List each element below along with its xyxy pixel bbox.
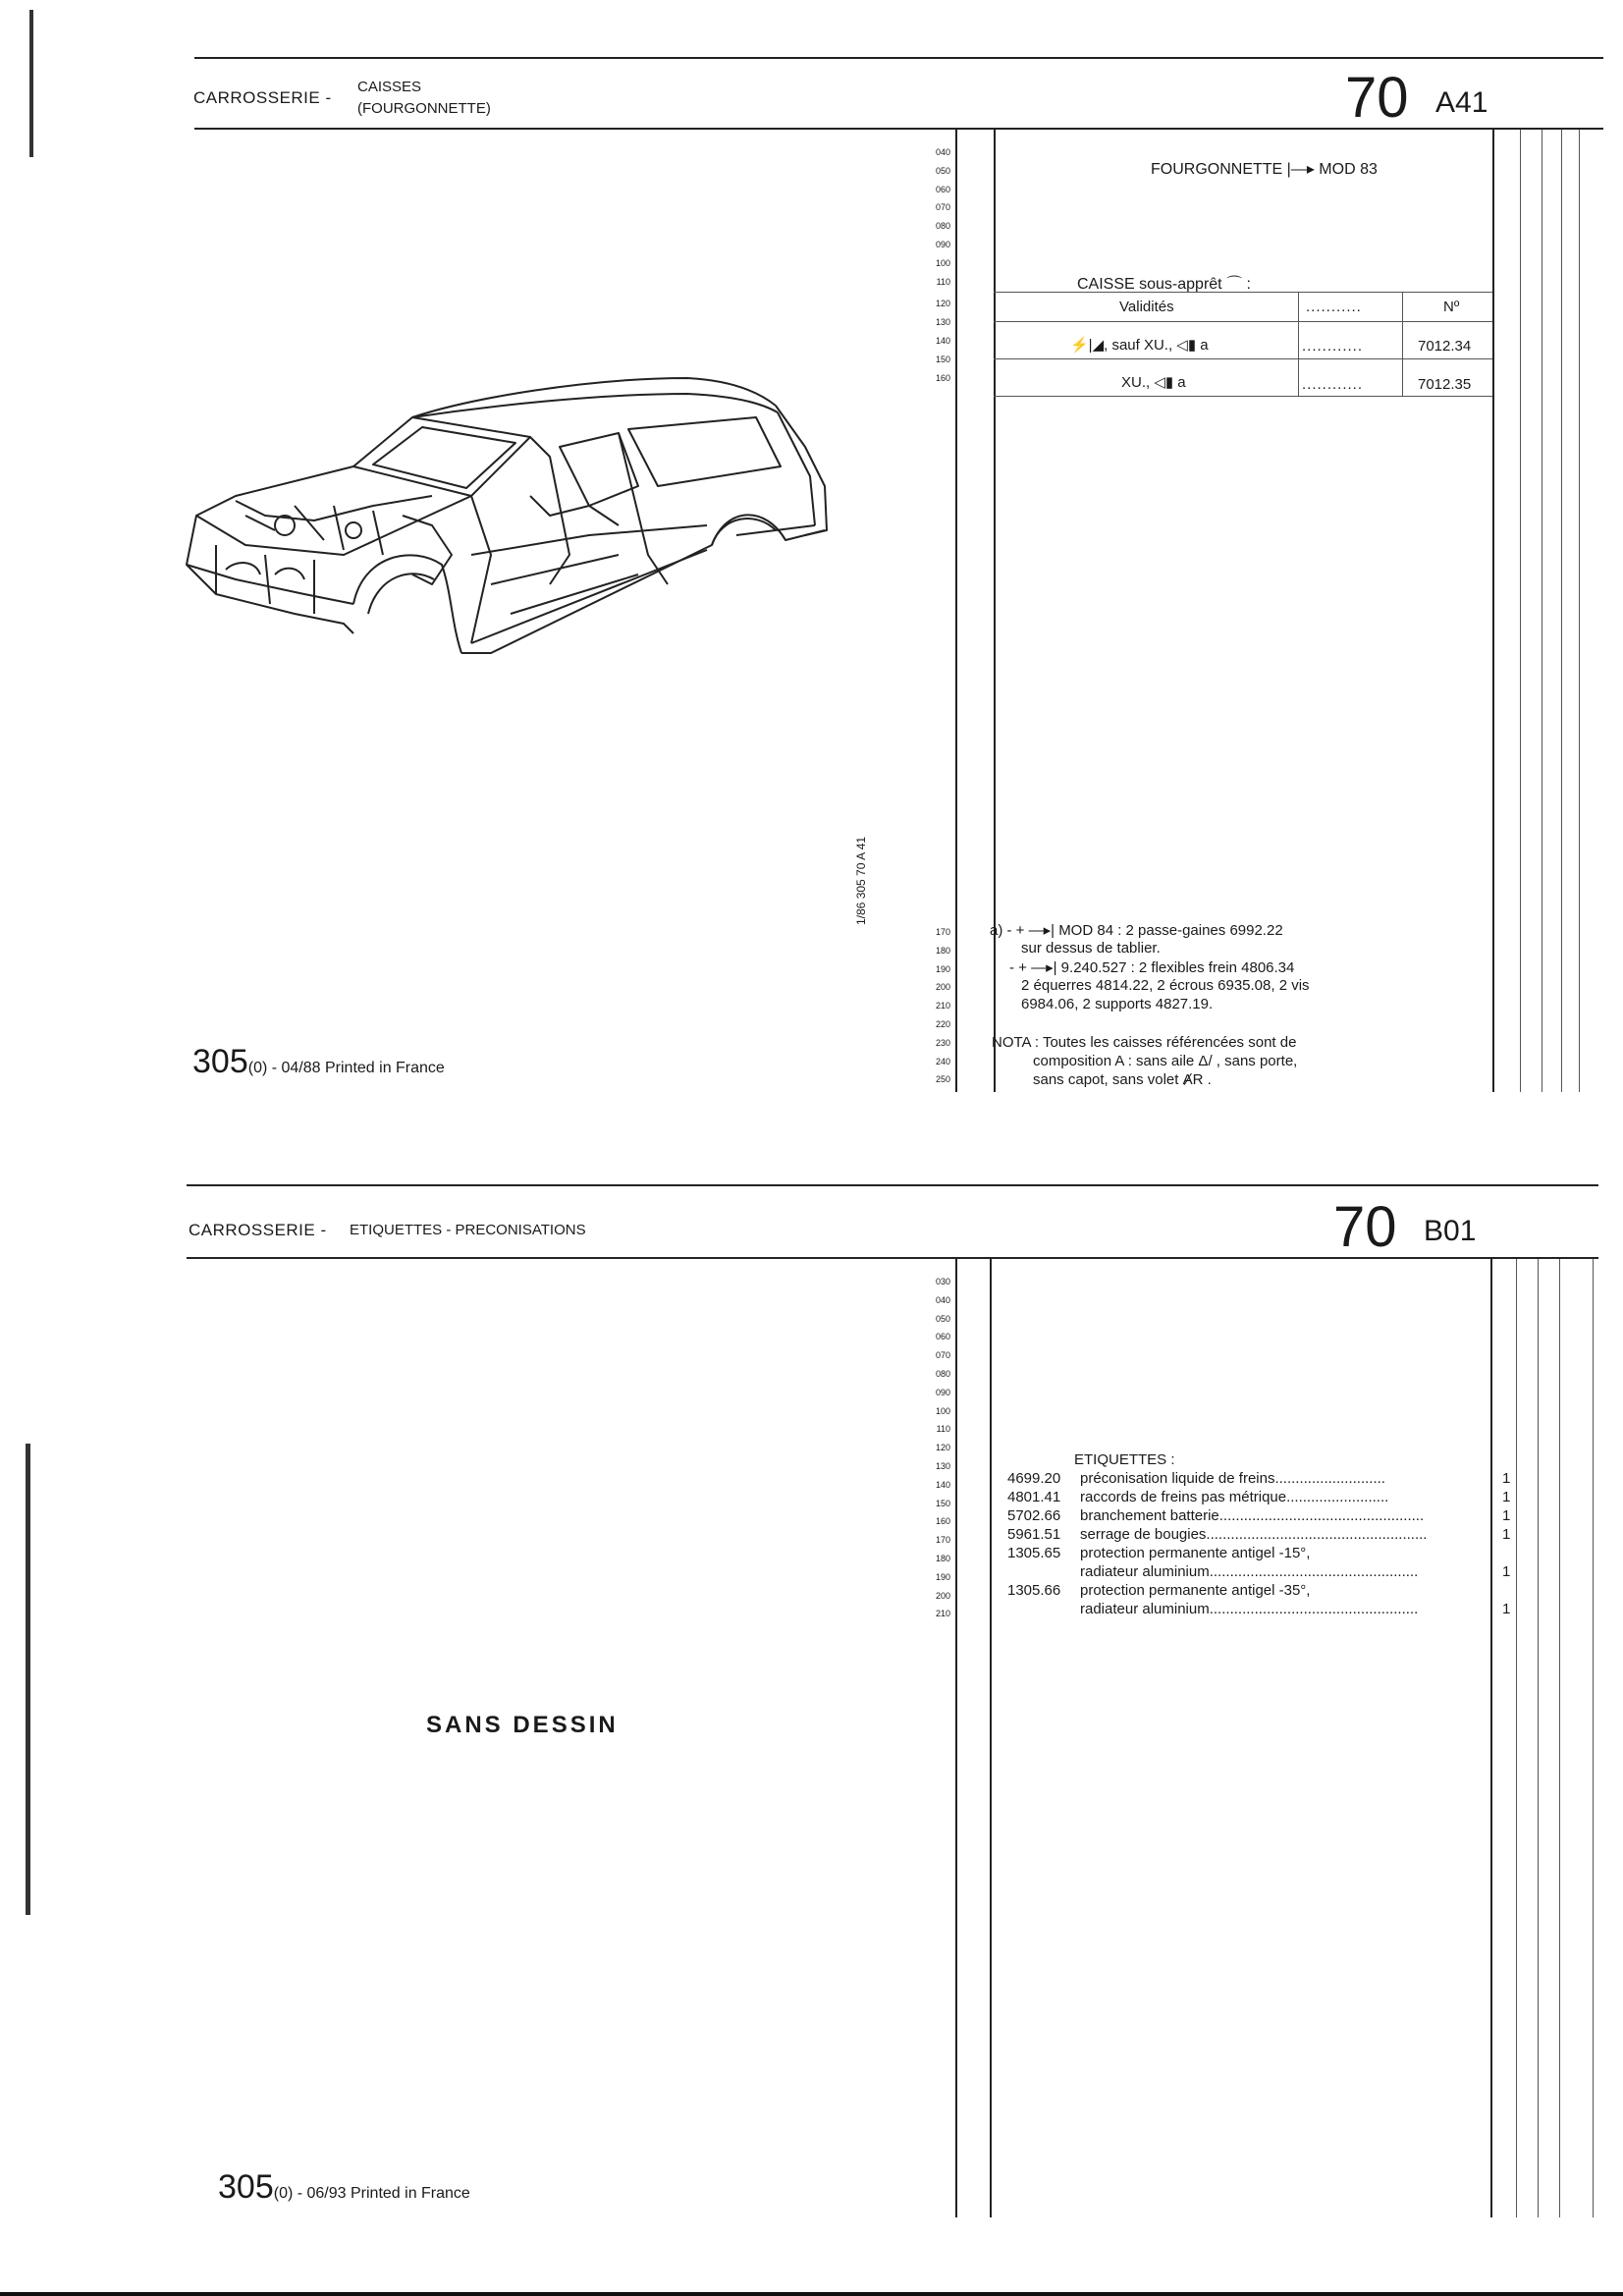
top-footer <box>192 1043 445 1081</box>
item-ref: 1305.65 <box>1007 1545 1061 1561</box>
no-drawing-label: SANS DESSIN <box>426 1712 619 1738</box>
side-reference: 1/86 305 70 A 41 <box>854 836 868 925</box>
etiquettes-list <box>1001 1470 1522 1619</box>
bottom-line-numbers <box>911 1273 950 1623</box>
scan-edge-mark <box>29 10 33 157</box>
line-number: 090 <box>935 239 950 249</box>
line-number: 220 <box>935 1018 950 1029</box>
item-ref: 4699.20 <box>1007 1470 1061 1487</box>
bottom-header-rule <box>187 1257 1598 1259</box>
item-ref: 5961.51 <box>1007 1526 1061 1543</box>
bottom-footer <box>218 2168 470 2207</box>
note-a-line4: 2 équerres 4814.22, 2 écrous 6935.08, 2 vis <box>1021 977 1310 994</box>
table-col-line-2 <box>1402 292 1403 396</box>
line-number: 200 <box>935 1590 950 1601</box>
item-qty: 1 <box>1502 1507 1511 1524</box>
line-number: 170 <box>935 1535 950 1546</box>
table-row-validity: ⚡|◢, sauf XU., ◁▮ a <box>1070 337 1209 354</box>
line-number: 130 <box>935 1460 950 1471</box>
bottom-col-divider-3 <box>1490 1259 1492 2217</box>
line-number: 040 <box>935 147 950 157</box>
fourgonnette-title: FOURGONNETTE |—▸ MOD 83 <box>1151 161 1378 178</box>
line-number: 120 <box>935 299 950 309</box>
top-page-number: 70 <box>1345 66 1409 130</box>
line-number: 070 <box>935 202 950 213</box>
line-number: 050 <box>935 165 950 176</box>
line-number: 080 <box>935 1368 950 1379</box>
bottom-col-divider-1 <box>955 1259 957 2217</box>
nota-line2: composition A : sans aile Δ/ , sans porte, <box>1033 1053 1298 1069</box>
list-item <box>1001 1563 1522 1582</box>
list-item <box>1001 1507 1522 1526</box>
item-desc: raccords de freins pas métrique......................... <box>1080 1489 1389 1505</box>
line-number: 110 <box>936 276 950 287</box>
nota-line3: sans capot, sans volet ȺR . <box>1033 1071 1212 1088</box>
bottom-col-divider-6 <box>1559 1259 1560 2217</box>
line-number: 200 <box>935 982 950 993</box>
line-number: 110 <box>936 1424 950 1435</box>
nota-line1: NOTA : Toutes les caisses référencées sont de <box>992 1034 1297 1051</box>
list-item <box>1001 1470 1522 1489</box>
table-row-line <box>994 358 1492 359</box>
line-number: 140 <box>935 1479 950 1490</box>
line-number: 180 <box>935 945 950 956</box>
top-col-divider-1 <box>955 130 957 1092</box>
item-ref: 1305.66 <box>1007 1582 1061 1599</box>
line-number: 240 <box>935 1056 950 1066</box>
scan-edge-mark <box>26 1444 30 1915</box>
top-header-rule <box>194 128 1603 130</box>
line-number: 100 <box>935 1405 950 1416</box>
list-item <box>1001 1601 1522 1619</box>
scan-bottom-edge <box>0 2292 1623 2296</box>
line-number: 160 <box>935 1516 950 1527</box>
list-item <box>1001 1526 1522 1545</box>
item-desc: protection permanente antigel -15°, <box>1080 1545 1311 1561</box>
line-number: 080 <box>935 221 950 232</box>
table-top-line <box>994 292 1492 293</box>
bottom-col-divider-7 <box>1593 1259 1594 2217</box>
list-item <box>1001 1489 1522 1507</box>
item-ref: 4801.41 <box>1007 1489 1061 1505</box>
bottom-page-number: 70 <box>1333 1195 1397 1259</box>
line-number: 150 <box>935 1498 950 1508</box>
item-desc: radiateur aluminium................................................... <box>1080 1601 1419 1617</box>
note-a-line5: 6984.06, 2 supports 4827.19. <box>1021 996 1214 1012</box>
top-header-title: CARROSSERIE - <box>193 88 332 107</box>
line-number: 140 <box>935 335 950 346</box>
table-row-number: 7012.34 <box>1418 338 1472 355</box>
top-col-divider-2 <box>994 130 996 1092</box>
item-qty: 1 <box>1502 1526 1511 1543</box>
line-number: 210 <box>935 1609 950 1619</box>
item-ref: 5702.66 <box>1007 1507 1061 1524</box>
top-line-numbers-b <box>911 923 950 1089</box>
item-desc: préconisation liquide de freins........................... <box>1080 1470 1385 1487</box>
line-number: 120 <box>935 1443 950 1453</box>
item-qty: 1 <box>1502 1601 1511 1617</box>
table-col-line-1 <box>1298 292 1299 396</box>
car-body-drawing <box>177 358 844 683</box>
line-number: 130 <box>935 317 950 328</box>
item-qty: 1 <box>1502 1563 1511 1580</box>
table-header-validites: Validités <box>1119 299 1174 315</box>
table-row-dots: ............ <box>1302 338 1364 355</box>
top-col-divider-6 <box>1561 130 1562 1092</box>
item-desc: branchement batterie.................................................. <box>1080 1507 1425 1524</box>
line-number: 060 <box>935 1332 950 1342</box>
top-col-divider-7 <box>1579 130 1580 1092</box>
bottom-header-title: CARROSSERIE - <box>189 1221 327 1239</box>
top-footer-text: (0) - 04/88 Printed in France <box>247 1060 445 1076</box>
item-qty: 1 <box>1502 1470 1511 1487</box>
top-col-divider-3 <box>1492 130 1494 1092</box>
table-row-number: 7012.35 <box>1418 376 1472 393</box>
bottom-col-divider-2 <box>990 1259 992 2217</box>
item-desc: serrage de bougies...................................................... <box>1080 1526 1428 1543</box>
list-item <box>1001 1582 1522 1601</box>
bottom-header-sub: ETIQUETTES - PRECONISATIONS <box>350 1222 586 1238</box>
table-header-number: Nº <box>1443 299 1460 315</box>
bottom-page-code: B01 <box>1424 1215 1477 1247</box>
line-number: 190 <box>935 1571 950 1582</box>
bottom-col-divider-4 <box>1516 1259 1517 2217</box>
top-col-divider-4 <box>1520 130 1521 1092</box>
line-number: 100 <box>935 257 950 268</box>
top-footer-number: 305 <box>192 1043 248 1080</box>
note-a-line3: - + —▸| 9.240.527 : 2 flexibles frein 4806.34 <box>1009 959 1295 976</box>
etiquettes-label: ETIQUETTES : <box>1074 1451 1175 1468</box>
line-number: 060 <box>935 184 950 194</box>
line-number: 160 <box>935 372 950 383</box>
line-number: 070 <box>935 1350 950 1361</box>
line-number: 250 <box>935 1074 950 1085</box>
item-desc: protection permanente antigel -35°, <box>1080 1582 1311 1599</box>
note-a-line1: a) - + —▸| MOD 84 : 2 passe-gaines 6992.22 <box>990 922 1283 939</box>
top-header-sub2: (FOURGONNETTE) <box>357 100 491 117</box>
line-number: 040 <box>935 1294 950 1305</box>
line-number: 180 <box>935 1553 950 1563</box>
caisse-label: CAISSE sous-apprêt ⌒ : <box>1077 276 1251 293</box>
table-row-dots: ............ <box>1302 376 1364 393</box>
bottom-border-line <box>187 1184 1598 1186</box>
line-number: 230 <box>935 1037 950 1048</box>
top-page-code: A41 <box>1435 86 1488 119</box>
line-number: 050 <box>935 1313 950 1324</box>
line-number: 150 <box>935 354 950 364</box>
bottom-footer-number: 305 <box>218 2168 274 2206</box>
note-a-line2: sur dessus de tablier. <box>1021 940 1161 957</box>
line-number: 030 <box>935 1277 950 1286</box>
table-header-line <box>994 321 1492 322</box>
list-item <box>1001 1545 1522 1563</box>
line-number: 210 <box>935 1001 950 1011</box>
table-bottom-line <box>994 396 1492 397</box>
bottom-col-divider-5 <box>1538 1259 1539 2217</box>
item-desc: radiateur aluminium................................................... <box>1080 1563 1419 1580</box>
top-header-sub1: CAISSES <box>357 79 422 95</box>
top-border-line <box>194 57 1603 59</box>
item-qty: 1 <box>1502 1489 1511 1505</box>
table-header-dots: ........... <box>1306 299 1362 315</box>
top-line-numbers <box>911 143 950 387</box>
line-number: 090 <box>935 1387 950 1397</box>
bottom-footer-text: (0) - 06/93 Printed in France <box>273 2185 470 2202</box>
line-number: 170 <box>935 927 950 937</box>
table-row-validity: XU., ◁▮ a <box>1121 374 1186 391</box>
line-number: 190 <box>935 963 950 974</box>
